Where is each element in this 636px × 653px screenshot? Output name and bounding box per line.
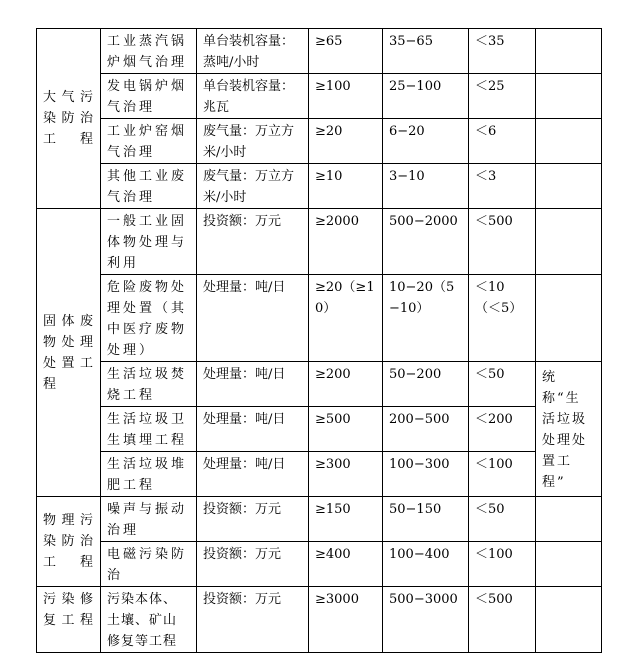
medium-scale-cell: 50−200 bbox=[383, 362, 469, 407]
small-scale-cell: ＜500 bbox=[469, 209, 536, 275]
large-scale-cell: ≥20 bbox=[309, 119, 383, 164]
small-scale-cell: ＜50 bbox=[469, 497, 536, 542]
medium-scale-cell: 100−300 bbox=[383, 452, 469, 497]
small-scale-cell: ＜100 bbox=[469, 452, 536, 497]
item-cell: 发电锅炉烟气治理 bbox=[101, 74, 197, 119]
large-scale-cell: ≥300 bbox=[309, 452, 383, 497]
indicator-cell: 废气量：万立方米/小时 bbox=[197, 119, 309, 164]
note-cell bbox=[536, 275, 602, 362]
table-row bbox=[37, 29, 602, 74]
item-cell: 生活垃圾堆肥工程 bbox=[101, 452, 197, 497]
category-cell: 大气污染防治工程 bbox=[37, 29, 101, 209]
small-scale-cell: ＜50 bbox=[469, 362, 536, 407]
medium-scale-cell: 35−65 bbox=[383, 29, 469, 74]
medium-scale-cell: 3−10 bbox=[383, 164, 469, 209]
item-cell: 生活垃圾焚烧工程 bbox=[101, 362, 197, 407]
small-scale-cell: ＜10（＜5） bbox=[469, 275, 536, 362]
small-scale-cell: ＜25 bbox=[469, 74, 536, 119]
item-cell: 其他工业废气治理 bbox=[101, 164, 197, 209]
item-cell: 污染本体、土壤、矿山修复等工程 bbox=[101, 587, 197, 653]
indicator-cell: 投资额：万元 bbox=[197, 587, 309, 653]
category-cell: 污染修复工程 bbox=[37, 587, 101, 653]
large-scale-cell: ≥400 bbox=[309, 542, 383, 587]
item-cell: 生活垃圾卫生填埋工程 bbox=[101, 407, 197, 452]
large-scale-cell: ≥150 bbox=[309, 497, 383, 542]
medium-scale-cell: 500−2000 bbox=[383, 209, 469, 275]
indicator-cell: 处理量：吨/日 bbox=[197, 362, 309, 407]
medium-scale-cell: 6−20 bbox=[383, 119, 469, 164]
item-cell: 危险废物处理处置（其中医疗废物处理） bbox=[101, 275, 197, 362]
small-scale-cell: ＜200 bbox=[469, 407, 536, 452]
table-row bbox=[37, 275, 602, 362]
note-cell bbox=[536, 497, 602, 542]
table-row bbox=[37, 587, 602, 653]
medium-scale-cell: 100−400 bbox=[383, 542, 469, 587]
small-scale-cell: ＜35 bbox=[469, 29, 536, 74]
indicator-cell: 单台装机容量：兆瓦 bbox=[197, 74, 309, 119]
medium-scale-cell: 500−3000 bbox=[383, 587, 469, 653]
medium-scale-cell: 200−500 bbox=[383, 407, 469, 452]
small-scale-cell: ＜100 bbox=[469, 542, 536, 587]
table-row bbox=[37, 542, 602, 587]
indicator-cell: 处理量：吨/日 bbox=[197, 452, 309, 497]
medium-scale-cell: 10−20（5−10） bbox=[383, 275, 469, 362]
table-row bbox=[37, 164, 602, 209]
item-cell: 工业炉窑烟气治理 bbox=[101, 119, 197, 164]
medium-scale-cell: 25−100 bbox=[383, 74, 469, 119]
note-cell bbox=[536, 29, 602, 74]
table-row bbox=[37, 74, 602, 119]
note-cell bbox=[536, 119, 602, 164]
large-scale-cell: ≥500 bbox=[309, 407, 383, 452]
large-scale-cell: ≥100 bbox=[309, 74, 383, 119]
medium-scale-cell: 50−150 bbox=[383, 497, 469, 542]
category-cell: 物理污染防治工程 bbox=[37, 497, 101, 587]
note-cell bbox=[536, 587, 602, 653]
large-scale-cell: ≥200 bbox=[309, 362, 383, 407]
indicator-cell: 废气量：万立方米/小时 bbox=[197, 164, 309, 209]
note-cell bbox=[536, 164, 602, 209]
large-scale-cell: ≥2000 bbox=[309, 209, 383, 275]
indicator-cell: 投资额：万元 bbox=[197, 209, 309, 275]
note-cell: 统称“生活垃圾处理处置工程” bbox=[536, 362, 602, 497]
indicator-cell: 处理量：吨/日 bbox=[197, 407, 309, 452]
small-scale-cell: ＜6 bbox=[469, 119, 536, 164]
indicator-cell: 投资额：万元 bbox=[197, 542, 309, 587]
item-cell: 工业蒸汽锅炉烟气治理 bbox=[101, 29, 197, 74]
item-cell: 电磁污染防治 bbox=[101, 542, 197, 587]
note-cell bbox=[536, 209, 602, 275]
small-scale-cell: ＜3 bbox=[469, 164, 536, 209]
large-scale-cell: ≥65 bbox=[309, 29, 383, 74]
large-scale-cell: ≥20（≥10） bbox=[309, 275, 383, 362]
small-scale-cell: ＜500 bbox=[469, 587, 536, 653]
table-row bbox=[37, 497, 602, 542]
table-row bbox=[37, 209, 602, 275]
project-scale-table bbox=[36, 28, 602, 653]
table-row bbox=[37, 119, 602, 164]
note-cell bbox=[536, 542, 602, 587]
large-scale-cell: ≥10 bbox=[309, 164, 383, 209]
table-row bbox=[37, 362, 602, 407]
large-scale-cell: ≥3000 bbox=[309, 587, 383, 653]
item-cell: 一般工业固体物处理与利用 bbox=[101, 209, 197, 275]
indicator-cell: 处理量：吨/日 bbox=[197, 275, 309, 362]
item-cell: 噪声与振动治理 bbox=[101, 497, 197, 542]
category-cell: 固体废物处理处置工程 bbox=[37, 209, 101, 497]
table-row bbox=[37, 407, 602, 452]
indicator-cell: 投资额：万元 bbox=[197, 497, 309, 542]
table-row bbox=[37, 452, 602, 497]
indicator-cell: 单台装机容量：蒸吨/小时 bbox=[197, 29, 309, 74]
note-cell bbox=[536, 74, 602, 119]
